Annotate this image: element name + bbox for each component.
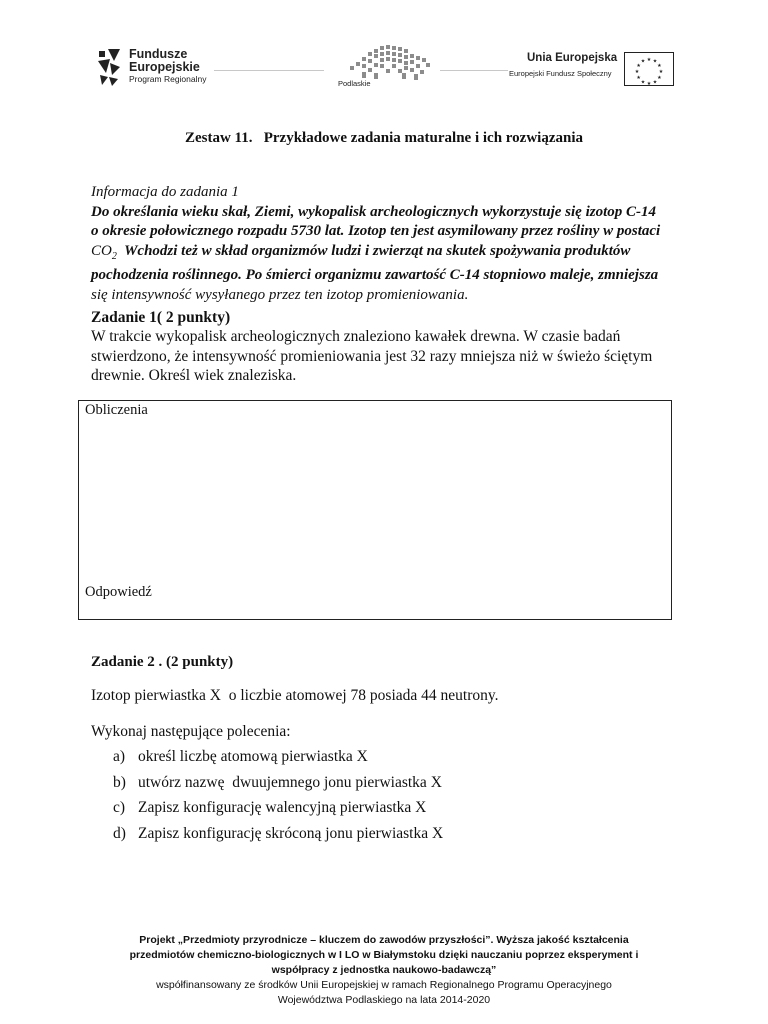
bison-icon — [340, 44, 436, 82]
co2-formula: CO — [91, 242, 112, 259]
svg-text:★: ★ — [640, 58, 646, 65]
header-divider-right — [440, 70, 508, 71]
podlaskie-logo-label: Podlaskie — [338, 79, 371, 88]
answer-label: Odpowiedź — [85, 584, 152, 600]
info-line-2: o okresie połowicznego rozpadu 5730 lat. Izotop ten jest asymilowany przez rośliny w postaci — [91, 223, 661, 239]
fundusze-logo-line2: Europejskie — [129, 60, 200, 74]
info-line-5: się intensywność wysyłanego przez ten izotop promieniowania. — [91, 286, 469, 303]
task1-information — [91, 183, 681, 305]
calculation-answer-box[interactable] — [78, 400, 672, 620]
list-item-letter: c) — [113, 799, 126, 816]
ue-logo-line2: Europejski Fundusz Społeczny — [509, 69, 612, 78]
svg-text:★: ★ — [646, 81, 652, 85]
svg-text:★: ★ — [640, 79, 646, 85]
list-item-text: określ liczbę atomową pierwiastka X — [138, 748, 368, 765]
info-body — [91, 203, 681, 306]
footer-line-2: przedmiotów chemiczno-biologicznych w I LO w Białymstoku dzięki nauczaniu poprzez eksperyment i — [129, 949, 639, 961]
co2-subscript: 2 — [111, 250, 117, 262]
ue-logo-line1: Unia Europejska — [527, 52, 618, 64]
list-item-text: Zapisz konfigurację walencyjną pierwiastka X — [138, 799, 427, 816]
svg-text:★: ★ — [636, 75, 641, 81]
eu-flag-icon — [624, 52, 674, 86]
task1-line-1: W trakcie wykopalisk archeologicznych znaleziono kawałek drewna. W czasie badań — [91, 328, 621, 345]
list-item-letter: a) — [113, 748, 126, 765]
task1-title: Zadanie 1( 2 punkty) — [91, 309, 231, 326]
footer-line-4: współfinansowany ze środków Unii Europejskiej w ramach Regionalnego Programu Operacyjnego — [156, 979, 612, 991]
fundusze-europejskie-logo — [96, 47, 216, 91]
info-heading: Informacja do zadania 1 — [91, 184, 239, 200]
project-footer — [90, 933, 678, 1008]
list-item-text: Zapisz konfigurację skróconą jonu pierwiastka X — [138, 824, 444, 842]
list-item-letter: b) — [113, 773, 126, 791]
svg-text:★: ★ — [652, 79, 658, 85]
task2-list — [113, 747, 443, 849]
list-item — [113, 773, 443, 799]
header-divider-left — [214, 70, 324, 71]
svg-text:★: ★ — [634, 69, 640, 75]
task1-body — [91, 327, 681, 386]
footer-line-5: Województwa Podlaskiego na lata 2014-2020 — [277, 994, 491, 1006]
footer-line-3: współpracy z jednostka naukowo-badawczą” — [271, 964, 497, 976]
svg-text:★: ★ — [652, 58, 658, 65]
svg-text:★: ★ — [657, 75, 662, 81]
list-item — [113, 798, 443, 824]
fundusze-logo-line1: Fundusze — [129, 47, 188, 61]
task1-line-2: stwierdzono, że intensywność promieniowania jest 32 razy mniejsza niż w świeżo ściętym — [91, 347, 653, 365]
header-logos — [0, 0, 768, 100]
info-line-3 — [91, 242, 681, 267]
calculations-label: Obliczenia — [85, 402, 148, 418]
svg-text:★: ★ — [636, 63, 641, 69]
list-item-letter: d) — [113, 824, 126, 842]
list-item-text: utwórz nazwę dwuujemnego jonu pierwiastka X — [138, 773, 442, 791]
page-title: Zestaw 11. Przykładowe zadania maturalne i ich rozwiązania — [184, 130, 584, 146]
svg-text:★: ★ — [657, 63, 662, 69]
svg-text:★: ★ — [658, 69, 664, 75]
task2-text: Izotop pierwiastka X o liczbie atomowej 78 posiada 44 neutrony. — [91, 687, 499, 704]
info-line-1: Do określania wieku skał, Ziemi, wykopalisk archeologicznych wykorzystuje się izotop C-14 — [91, 203, 657, 220]
footer-line-1: Projekt „Przedmioty przyrodnicze – kluczem do zawodów przyszłości”. Wyższa jakość kształcenia — [139, 934, 629, 946]
fundusze-europejskie-mark-icon — [96, 47, 122, 87]
info-line-4: pochodzenia roślinnego. Po śmierci organizmu zawartość C-14 stopniowo maleje, zmniejsza — [91, 267, 659, 283]
fundusze-logo-line3: Program Regionalny — [129, 74, 207, 84]
list-item — [113, 747, 443, 773]
task2-title: Zadanie 2 . (2 punkty) — [91, 654, 234, 670]
task1-line-3: drewnie. Określ wiek znaleziska. — [91, 367, 297, 384]
svg-text:★: ★ — [646, 57, 652, 63]
task2-command: Wykonaj następujące polecenia: — [91, 723, 291, 740]
podlaskie-logo — [328, 42, 438, 94]
info-line-3-rest: Wchodzi też w skład organizmów ludzi i zwierząt na skutek spożywania produktów — [116, 242, 631, 259]
list-item — [113, 824, 443, 850]
